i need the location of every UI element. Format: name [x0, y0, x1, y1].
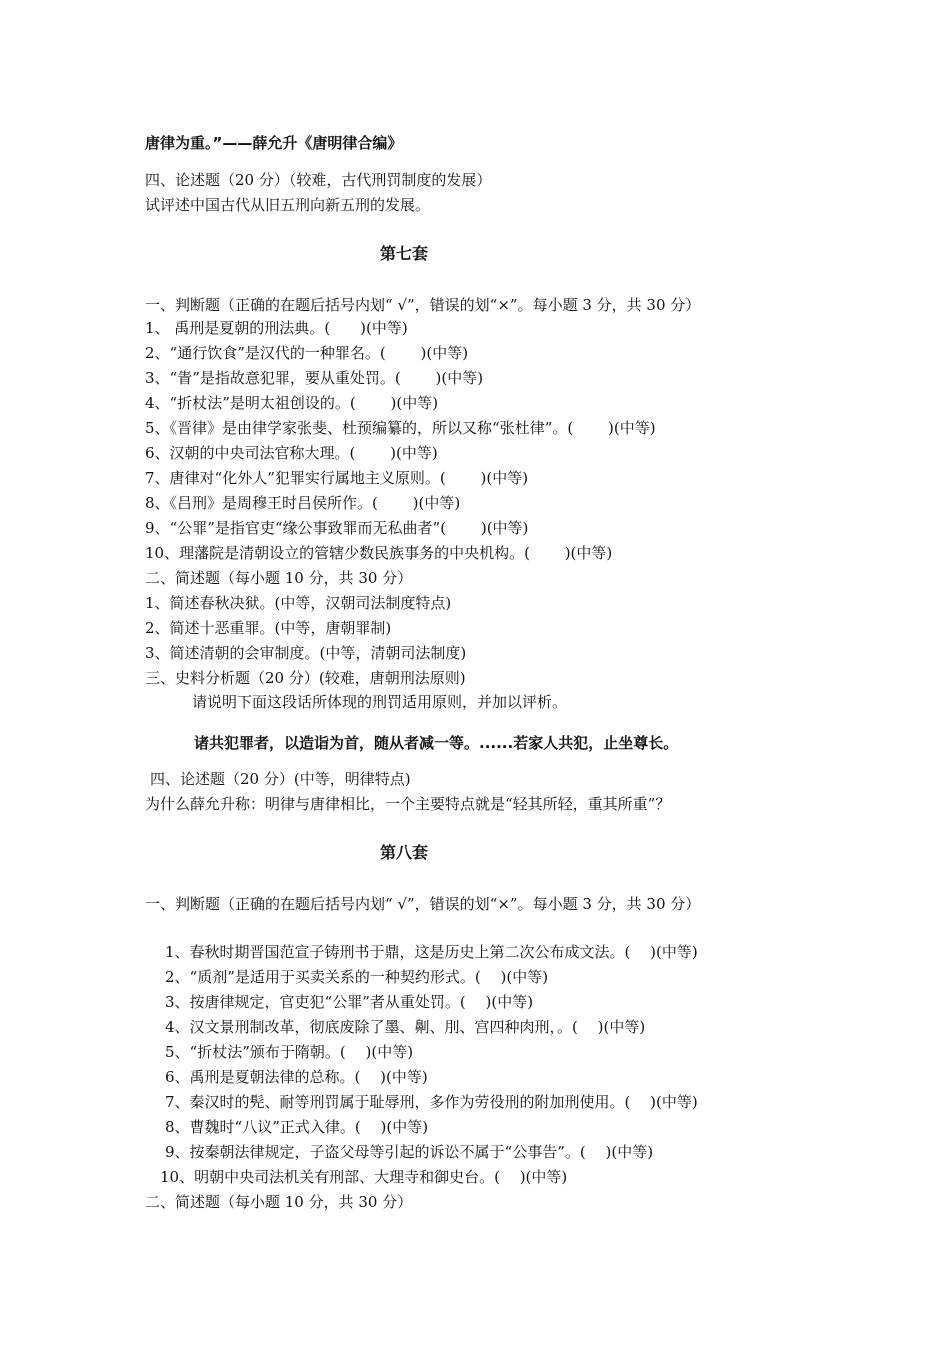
set8-tf-item: 5、“折杖法”颁布于隋朝。( )(中等) — [165, 1043, 414, 1061]
set7-tf-item: 4、“折杖法”是明太祖创设的。( )(中等) — [145, 394, 439, 412]
set7-short-heading: 二、简述题（每小题 10 分，共 30 分） — [145, 569, 413, 587]
set8-tf-item: 8、曹魏时“八议”正式入律。( )(中等) — [165, 1118, 429, 1136]
set7-analysis-prompt: 请说明下面这段话所体现的刑罚适用原则，并加以评析。 — [192, 693, 568, 711]
essay-heading: 四、论述题（20 分）（较难，古代刑罚制度的发展） — [145, 171, 492, 189]
set7-tf-item: 9、“公罪”是指官吏“缘公事致罪而无私曲者”( )(中等) — [145, 519, 529, 537]
set7-essay-question: 为什么薛允升称：明律与唐律相比，一个主要特点就是“轻其所轻，重其所重”？ — [145, 795, 671, 813]
set7-short-item: 2、简述十恶重罪。(中等，唐朝罪制) — [145, 619, 392, 637]
set8-tf-item: 6、禹刑是夏朝法律的总称。( )(中等) — [165, 1068, 428, 1086]
set8-tf-item: 4、汉文景刑制改革，彻底废除了墨、劓、刖、宫四种肉刑，。( )(中等) — [165, 1018, 646, 1036]
set8-tf-item: 2、“质剂”是适用于买卖关系的一种契约形式。( )(中等) — [165, 968, 549, 986]
set7-title: 第七套 — [379, 244, 428, 263]
set8-tf-heading: 一、判断题（正确的在题后括号内划“ √”，错误的划“×”。每小题 3 分，共 30 分） — [145, 895, 701, 913]
set8-tf-item: 9、按秦朝法律规定，子盗父母等引起的诉讼不属于“公事告”。( )(中等) — [165, 1143, 654, 1161]
set8-tf-item: 3、按唐律规定，官吏犯“公罪”者从重处罚。( )(中等) — [165, 993, 534, 1011]
set7-tf-item: 5、《晋律》是由律学家张斐、杜预编纂的，所以又称“张杜律”。( )(中等) — [145, 419, 656, 437]
set8-title: 第八套 — [379, 843, 428, 862]
set7-short-item: 3、简述清朝的会审制度。(中等，清朝司法制度) — [145, 644, 467, 662]
set7-short-item: 1、简述春秋决狱。(中等，汉朝司法制度特点) — [145, 594, 452, 612]
set7-essay-heading: 四、论述题（20 分）(中等，明律特点) — [150, 770, 411, 788]
set7-tf-item: 7、唐律对“化外人”犯罪实行属地主义原则。( )(中等) — [145, 469, 529, 487]
set8-short-heading: 二、简述题（每小题 10 分，共 30 分） — [145, 1193, 413, 1211]
set7-tf-item: 1、 禹刑是夏朝的刑法典。( )(中等) — [145, 319, 408, 337]
set7-tf-item: 10、理藩院是清朝设立的管辖少数民族事务的中央机构。( )(中等) — [145, 544, 613, 562]
set7-tf-heading: 一、判断题（正确的在题后括号内划“ √”，错误的划“×”。每小题 3 分，共 30 分） — [145, 296, 701, 314]
essay-question: 试评述中国古代从旧五刑向新五刑的发展。 — [145, 196, 431, 214]
set8-tf-item: 7、秦汉时的髡、耐等刑罚属于耻辱刑，多作为劳役刑的附加刑使用。( )(中等) — [165, 1093, 698, 1111]
quote-attribution: 唐律为重。”——薛允升《唐明律合编》 — [145, 134, 403, 152]
set7-analysis-heading: 三、史料分析题（20 分）(较难，唐朝刑法原则) — [145, 669, 466, 687]
set7-tf-item: 2、“通行饮食”是汉代的一种罪名。( )(中等) — [145, 344, 469, 362]
set8-tf-item: 10、明朝中央司法机关有刑部、大理寺和御史台。( )(中等) — [160, 1168, 568, 1186]
set7-tf-item: 6、汉朝的中央司法官称大理。( )(中等) — [145, 444, 438, 462]
set8-tf-item: 1、春秋时期晋国范宣子铸刑书于鼎，这是历史上第二次公布成文法。( )(中等) — [165, 943, 698, 961]
set7-tf-item: 3、“眚”是指故意犯罪，要从重处罚。( )(中等) — [145, 369, 484, 387]
set7-analysis-quote: 诸共犯罪者，以造诣为首，随从者减一等。......若家人共犯，止坐尊长。 — [194, 734, 679, 752]
set7-tf-item: 8、《吕刑》是周穆王时吕侯所作。( )(中等) — [145, 494, 461, 512]
